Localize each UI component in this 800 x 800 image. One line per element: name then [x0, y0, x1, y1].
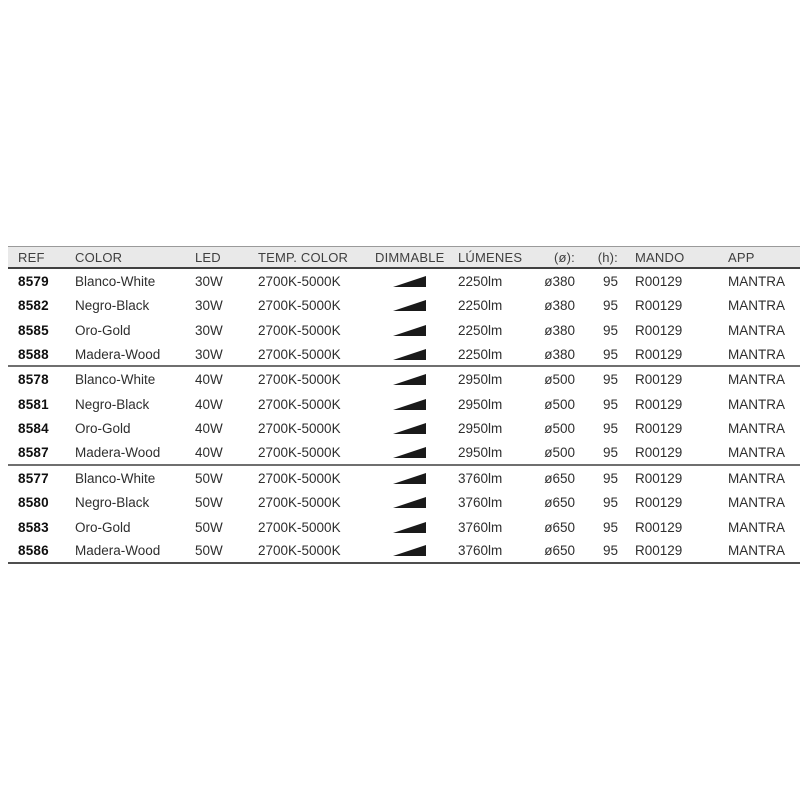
cell-dimmable	[375, 545, 458, 556]
cell-temp_color: 2700K-5000K	[258, 444, 341, 460]
cell-app: MANTRA	[728, 543, 785, 559]
cell-led: 30W	[195, 298, 223, 314]
cell-mando: R00129	[635, 372, 683, 388]
dimmable-wedge-icon	[393, 447, 426, 458]
column-header-lumens: LÚMENES	[458, 249, 523, 265]
cell-diameter: ø380	[544, 322, 575, 338]
cell-app: MANTRA	[728, 396, 785, 412]
cell-led: 50W	[195, 543, 223, 559]
cell-dimmable	[375, 325, 458, 336]
cell-dimmable	[375, 497, 458, 508]
cell-lumens: 2250lm	[458, 346, 503, 362]
cell-mando: R00129	[635, 346, 683, 362]
cell-mando: R00129	[635, 421, 683, 437]
cell-led: 40W	[195, 444, 223, 460]
cell-diameter: ø650	[544, 470, 575, 486]
cell-color: Negro-Black	[75, 495, 150, 511]
cell-led: 50W	[195, 495, 223, 511]
cell-color: Negro-Black	[75, 298, 150, 314]
cell-color: Blanco-White	[75, 470, 156, 486]
cell-app: MANTRA	[728, 298, 785, 314]
cell-lumens: 2950lm	[458, 421, 503, 437]
cell-led: 50W	[195, 470, 223, 486]
dimmable-wedge-icon	[393, 522, 426, 533]
cell-height: 95	[602, 543, 618, 559]
cell-dimmable	[375, 423, 458, 434]
cell-lumens: 2950lm	[458, 396, 503, 412]
cell-temp_color: 2700K-5000K	[258, 346, 341, 362]
cell-temp_color: 2700K-5000K	[258, 298, 341, 314]
cell-app: MANTRA	[728, 470, 785, 486]
table-row	[8, 269, 800, 294]
cell-color: Madera-Wood	[75, 543, 161, 559]
cell-dimmable	[375, 300, 458, 311]
cell-ref: 8586	[18, 543, 49, 559]
dimmable-wedge-icon	[393, 497, 426, 508]
cell-diameter: ø650	[544, 519, 575, 535]
cell-led: 30W	[195, 322, 223, 338]
cell-lumens: 2250lm	[458, 322, 503, 338]
column-header-ref: REF	[18, 249, 45, 265]
cell-mando: R00129	[635, 444, 683, 460]
cell-lumens: 3760lm	[458, 470, 503, 486]
cell-lumens: 3760lm	[458, 495, 503, 511]
table-row	[8, 318, 800, 343]
column-header-temp-color: TEMP. COLOR	[258, 249, 349, 265]
dimmable-wedge-icon	[393, 423, 426, 434]
cell-lumens: 2950lm	[458, 444, 503, 460]
cell-color: Blanco-White	[75, 372, 156, 388]
cell-height: 95	[602, 421, 618, 437]
cell-diameter: ø650	[544, 543, 575, 559]
cell-ref: 8580	[18, 495, 49, 511]
cell-color: Blanco-White	[75, 273, 156, 289]
cell-app: MANTRA	[728, 372, 785, 388]
table-row	[8, 417, 800, 442]
cell-height: 95	[602, 519, 618, 535]
cell-lumens: 2250lm	[458, 273, 503, 289]
column-header-diameter: (ø):	[553, 249, 575, 265]
table-row	[8, 441, 800, 466]
cell-mando: R00129	[635, 495, 683, 511]
cell-color: Madera-Wood	[75, 346, 161, 362]
table-row	[8, 515, 800, 540]
column-header-app: APP	[728, 249, 755, 265]
cell-ref: 8579	[18, 273, 49, 289]
dimmable-wedge-icon	[393, 276, 426, 287]
table-row	[8, 367, 800, 392]
cell-temp_color: 2700K-5000K	[258, 372, 341, 388]
column-header-dimmable: DIMMABLE	[375, 249, 445, 265]
cell-lumens: 3760lm	[458, 519, 503, 535]
cell-led: 30W	[195, 273, 223, 289]
table-row	[8, 392, 800, 417]
cell-mando: R00129	[635, 543, 683, 559]
cell-color: Oro-Gold	[75, 421, 131, 437]
cell-app: MANTRA	[728, 273, 785, 289]
cell-height: 95	[602, 346, 618, 362]
cell-lumens: 3760lm	[458, 543, 503, 559]
cell-temp_color: 2700K-5000K	[258, 273, 341, 289]
dimmable-wedge-icon	[393, 545, 426, 556]
cell-app: MANTRA	[728, 444, 785, 460]
cell-diameter: ø500	[544, 372, 575, 388]
cell-temp_color: 2700K-5000K	[258, 495, 341, 511]
cell-dimmable	[375, 399, 458, 410]
cell-mando: R00129	[635, 470, 683, 486]
cell-height: 95	[602, 273, 618, 289]
cell-height: 95	[602, 444, 618, 460]
cell-mando: R00129	[635, 322, 683, 338]
cell-ref: 8588	[18, 346, 49, 362]
cell-app: MANTRA	[728, 346, 785, 362]
table-body	[8, 269, 800, 564]
cell-temp_color: 2700K-5000K	[258, 421, 341, 437]
table-row	[8, 294, 800, 319]
cell-height: 95	[602, 495, 618, 511]
cell-color: Madera-Wood	[75, 444, 161, 460]
cell-led: 40W	[195, 421, 223, 437]
cell-ref: 8578	[18, 372, 49, 388]
dimmable-wedge-icon	[393, 473, 426, 484]
cell-ref: 8581	[18, 396, 49, 412]
cell-dimmable	[375, 447, 458, 458]
cell-height: 95	[602, 470, 618, 486]
cell-dimmable	[375, 276, 458, 287]
table-header-row	[8, 246, 800, 269]
dimmable-wedge-icon	[393, 349, 426, 360]
cell-mando: R00129	[635, 273, 683, 289]
cell-diameter: ø380	[544, 298, 575, 314]
cell-app: MANTRA	[728, 495, 785, 511]
column-header-color: COLOR	[75, 249, 123, 265]
dimmable-wedge-icon	[393, 300, 426, 311]
column-header-led: LED	[195, 249, 221, 265]
cell-led: 40W	[195, 372, 223, 388]
cell-ref: 8577	[18, 470, 49, 486]
cell-temp_color: 2700K-5000K	[258, 396, 341, 412]
dimmable-wedge-icon	[393, 374, 426, 385]
cell-temp_color: 2700K-5000K	[258, 322, 341, 338]
cell-color: Oro-Gold	[75, 322, 131, 338]
cell-height: 95	[602, 298, 618, 314]
cell-led: 50W	[195, 519, 223, 535]
cell-app: MANTRA	[728, 322, 785, 338]
cell-ref: 8585	[18, 322, 49, 338]
cell-lumens: 2950lm	[458, 372, 503, 388]
dimmable-wedge-icon	[393, 399, 426, 410]
cell-ref: 8582	[18, 298, 49, 314]
cell-ref: 8584	[18, 421, 49, 437]
cell-diameter: ø500	[544, 396, 575, 412]
cell-diameter: ø500	[544, 421, 575, 437]
cell-color: Negro-Black	[75, 396, 150, 412]
cell-led: 30W	[195, 346, 223, 362]
cell-mando: R00129	[635, 396, 683, 412]
cell-temp_color: 2700K-5000K	[258, 519, 341, 535]
dimmable-wedge-icon	[393, 325, 426, 336]
cell-dimmable	[375, 473, 458, 484]
cell-dimmable	[375, 522, 458, 533]
cell-diameter: ø380	[544, 346, 575, 362]
cell-led: 40W	[195, 396, 223, 412]
table-row	[8, 490, 800, 515]
cell-mando: R00129	[635, 298, 683, 314]
cell-ref: 8583	[18, 519, 49, 535]
cell-ref: 8587	[18, 444, 49, 460]
cell-dimmable	[375, 374, 458, 385]
cell-diameter: ø650	[544, 495, 575, 511]
table-row	[8, 466, 800, 491]
cell-temp_color: 2700K-5000K	[258, 470, 341, 486]
cell-lumens: 2250lm	[458, 298, 503, 314]
cell-dimmable	[375, 349, 458, 360]
cell-diameter: ø500	[544, 444, 575, 460]
cell-height: 95	[602, 372, 618, 388]
table-row	[8, 343, 800, 368]
cell-app: MANTRA	[728, 519, 785, 535]
cell-diameter: ø380	[544, 273, 575, 289]
table-row	[8, 540, 800, 565]
cell-height: 95	[602, 322, 618, 338]
cell-app: MANTRA	[728, 421, 785, 437]
cell-temp_color: 2700K-5000K	[258, 543, 341, 559]
cell-height: 95	[602, 396, 618, 412]
cell-color: Oro-Gold	[75, 519, 131, 535]
product-spec-table	[8, 246, 800, 564]
column-header-height: (h):	[597, 249, 618, 265]
column-header-mando: MANDO	[635, 249, 685, 265]
cell-mando: R00129	[635, 519, 683, 535]
